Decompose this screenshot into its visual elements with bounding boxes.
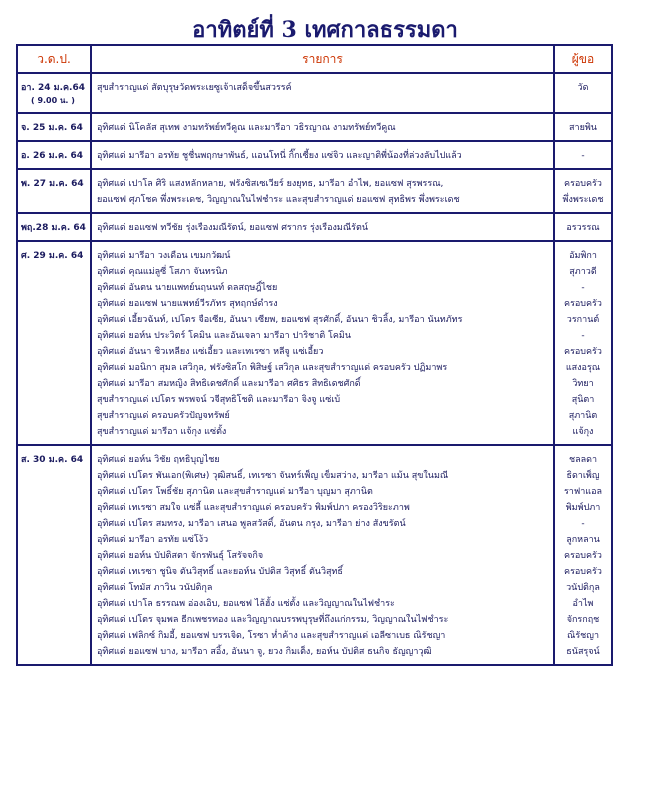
intention-line: อุทิศแด่ นิโคลัส สุเทพ งามทรัพย์ทวีคูณ และมารีอา วธิรญาณ งามทรัพย์ทวีคูณ — [97, 123, 396, 133]
table-row — [18, 74, 611, 114]
requester-name: พิมพ์ปภา — [565, 503, 601, 513]
requester-name: - — [581, 331, 585, 341]
table-row — [18, 114, 611, 142]
mass-intentions-table — [16, 44, 613, 666]
requester-name: - — [581, 519, 585, 529]
items-cell — [92, 242, 555, 444]
requester-name: สุนิตา — [571, 395, 595, 405]
requester-cell — [555, 170, 611, 212]
items-cell — [92, 214, 555, 240]
requester-name: แสงอรุณ — [565, 363, 601, 373]
intention-line: อุทิศแด่ โทมัส ภาวิน วนัปติกุล — [97, 583, 213, 593]
intention-line: อุทิศแด่ มอนิกา สุมล เสวิกุล, ฟรังซิสโก พิสิษฐ์ เสวิกุล และสุขสำราญแด่ ครอบครัว ปฏิมาพร — [97, 363, 448, 373]
table-row — [18, 242, 611, 446]
page-title: อาทิตย์ที่ 3 เทศกาลธรรมดา — [192, 17, 458, 43]
intention-line: อุทิศแด่ อันนา ชิวเหลียง แซ่เอี้ยว และเทเรซา หลีจู แซ่เอี้ยว — [97, 347, 324, 357]
requester-cell — [555, 74, 611, 112]
intention-line: อุทิศแด่ อันตน นายแพทย์นฤนนท์ ดลสฤษฎิ์ไชย — [97, 283, 278, 293]
table-row — [18, 214, 611, 242]
intention-line: อุทิศแด่ มารีอา อรทัย แซ่โง้ว — [97, 535, 209, 545]
header-requester: ผู้ขอ — [571, 51, 595, 66]
requester-name: สุภาวดี — [569, 267, 597, 277]
requester-name: สายพิน — [569, 123, 597, 133]
date-cell — [18, 74, 92, 112]
requester-name: พึ่งพระเดช — [562, 195, 604, 205]
intention-line: อุทิศแด่ มารีอา วงเดือน เขมกวัฒน์ — [97, 251, 231, 261]
intention-line: อุทิศแด่ เทเรซา สมใจ แซ่ลี้ และสุขสำราญแด่ ครอบครัว พิมพ์ปภา ครองวิริยะภาพ — [97, 503, 410, 513]
requester-name: ราฟาแอล — [563, 487, 603, 497]
requester-name: อรวรรณ — [566, 223, 600, 233]
table-body — [18, 74, 611, 664]
requester-cell — [555, 114, 611, 140]
intention-line: สุขสำราญแด่ มารีอา แจ้กุง แซ่ตั้ง — [97, 427, 227, 437]
requester-name: วัด — [577, 83, 589, 93]
date-text: จ. 25 ม.ค. 64 — [21, 123, 83, 133]
items-cell — [92, 170, 555, 212]
intention-line: อุทิศแด่ เปาโล ศิริ แสงหลักหลาย, ฟรังซิสเซเวียร์ ยงยุทธ, มารีอา อำไพ, ยอแซฟ สุรพรรณ, — [97, 179, 444, 189]
date-text: พฤ.28 ม.ค. 64 — [21, 223, 86, 233]
date-text: อา. 24 ม.ค.64 — [21, 83, 85, 93]
intention-line: อุทิศแด่ คุณแม่ลูซี่ โสภา จันทรนิภ — [97, 267, 228, 277]
intention-line: สุขสำราญแด่ เปโตร พรพจน์ วจีสุทธิโชติ และมารีอา จิงจู แซ่เบ้ — [97, 395, 341, 405]
requester-name: วนัปติกุล — [566, 583, 600, 593]
requester-name: ลูกหลาน — [566, 535, 600, 545]
requester-name: ครอบครัว — [564, 299, 602, 309]
intention-line: อุทิศแด่ มารีอา อรทัย ชูชื่นพฤกษาพันธ์, แอนโทนี่ กิ๊กเซี้ยง แซ่จิว และญาติพี่น้องที่ล่วงลับไปแล้ว — [97, 151, 462, 161]
date-text: อ. 26 ม.ค. 64 — [21, 151, 84, 161]
date-text: ศ. 29 ม.ค. 64 — [21, 251, 84, 261]
requester-name: อัมพิกา — [569, 251, 597, 261]
intention-line: อุทิศแด่ ยอห์น บัปติสตา จักรพันธุ์ โสรัจจกิจ — [97, 551, 264, 561]
items-cell — [92, 142, 555, 168]
intention-line: อุทิศแด่ เอี้ยวฉันท์, เปโตร จือเซีย, อันนา เซียพ, ยอแซฟ สุรศักดิ์, อันนา ชิวลิ้ง, มารีอา นันทภัทร — [97, 315, 463, 325]
intention-line: อุทิศแด่ เปโตร สมทรง, มารีอา เสนอ พูลสวัสดิ์, อันตน กรุง, มารีอา ย่าง สังขรัตน์ — [97, 519, 406, 529]
requester-name: ณิรัชญา — [566, 631, 599, 641]
requester-name: สุภานิต — [568, 411, 598, 421]
intention-line: ยอแซฟ ศุภโชค พึ่งพระเดช, วิญญาณในไฟชำระ และสุขสำราญแด่ ยอแซฟ สุทธิพร พึ่งพระเดช — [97, 195, 460, 205]
date-text: ส. 30 ม.ค. 64 — [21, 455, 84, 465]
date-cell — [18, 170, 92, 212]
requester-cell — [555, 242, 611, 444]
requester-name: ครอบครัว — [564, 347, 602, 357]
table-row — [18, 170, 611, 214]
date-cell — [18, 214, 92, 240]
requester-name: ธิดาเพ็ญ — [566, 471, 600, 481]
intention-line: อุทิศแด่ ยอห์น ประวิตร์ โคมิน และอันเจลา มารีอา ปาริชาติ โคมิน — [97, 331, 351, 341]
intention-line: อุทิศแด่ เปโตร โพธิ์ชัย สุภานิต และสุขสำราญแด่ มารีอา บุญมา สุภานิต — [97, 487, 373, 497]
requester-name: แจ้กุง — [572, 427, 594, 437]
requester-name: - — [581, 283, 585, 293]
intention-line: อุทิศแด่ ยอแซฟ นายแพทย์วีรภัทร สุทฤกษ์ดำรง — [97, 299, 278, 309]
table-row — [18, 446, 611, 664]
intention-line: อุทิศแด่ ยอแซฟ บาง, มารีอา สอิ้ง, อันนา จู, ยวง กิมเต็ง, ยอห์น บัปติส ธนกิจ ธัญญาวุฒิ — [97, 647, 432, 657]
requester-name: ครอบครัว — [564, 179, 602, 189]
requester-name: - — [581, 151, 585, 161]
items-cell — [92, 114, 555, 140]
intention-line: สุขสำราญแด่ สัตบุรุษวัดพระเยซูเจ้าเสด็จขึ้นสวรรค์ — [97, 83, 292, 93]
intention-line: อุทิศแด่ ยอห์น วิชัย ฤทธิบุญไชย — [97, 455, 220, 465]
items-cell — [92, 446, 555, 664]
date-cell — [18, 446, 92, 664]
header-date: ว.ด.ป. — [18, 46, 92, 72]
date-cell — [18, 142, 92, 168]
date-cell — [18, 242, 92, 444]
requester-name: ชลลดา — [568, 455, 598, 465]
requester-name: จักรกฤช — [566, 615, 600, 625]
requester-cell — [555, 214, 611, 240]
intention-line: อุทิศแด่ เปโตร จุมพล ธีกเพชรทอง และวิญญาณบรรพบุรุษที่ถึงแก่กรรม, วิญญาณในไฟชำระ — [97, 615, 449, 625]
intention-line: อุทิศแด่ เทเรซา ชูนิจ ตันวิสุทธิ์ และยอห์น บัปติส วิสุทธิ์ ตันวิสุทธิ์ — [97, 567, 343, 577]
table-header — [18, 46, 611, 74]
intention-line: อุทิศแด่ มารีอา สมหญิง สิทธิเดชศักดิ์ และมารีอา ศศิธร สิทธิเดชศักดิ์ — [97, 379, 361, 389]
table-row — [18, 142, 611, 170]
time-text: ( 9.00 น. ) — [31, 96, 75, 105]
requester-name: ธนัสรุจน์ — [566, 647, 600, 657]
date-text: พ. 27 ม.ค. 64 — [21, 179, 84, 189]
requester-name: วรกานต์ — [566, 315, 600, 325]
requester-name: อำไพ — [572, 599, 594, 609]
date-cell — [18, 114, 92, 140]
requester-name: ครอบครัว — [564, 551, 602, 561]
items-cell — [92, 74, 555, 112]
intention-line: สุขสำราญแด่ ครอบครัวปัญจทรัพย์ — [97, 411, 230, 421]
intention-line: อุทิศแด่ เปาโล ธรรณพ อ่องเอิบ, ยอแซฟ ไล้ฮั้ง แซ่ตั้ง และวิญญาณในไฟชำระ — [97, 599, 395, 609]
intention-line: อุทิศแด่ เฟลิกซ์ กิมอี้, ยอแซฟ บรรเจิด, โรซา ห่ำค้าง และสุขสำราญแด่ เอลีซาเบธ ณิรัชญา — [97, 631, 446, 641]
intention-line: อุทิศแด่ เปโตร พันเอก(พิเศษ) วุฒิสนธิ์, เทเรซา จันทร์เพ็ญ เข็มสว่าง, มารีอา แม้น สุขในมณี — [97, 471, 449, 481]
requester-cell — [555, 142, 611, 168]
requester-cell — [555, 446, 611, 664]
header-items: รายการ — [92, 46, 555, 72]
intention-line: อุทิศแด่ ยอแซฟ ทวีชัย รุ่งเรืองมณีรัตน์, ยอแซฟ ศรากร รุ่งเรืองมณีรัตน์ — [97, 223, 368, 233]
requester-name: ครอบครัว — [564, 567, 602, 577]
requester-name: วิทยา — [572, 379, 594, 389]
